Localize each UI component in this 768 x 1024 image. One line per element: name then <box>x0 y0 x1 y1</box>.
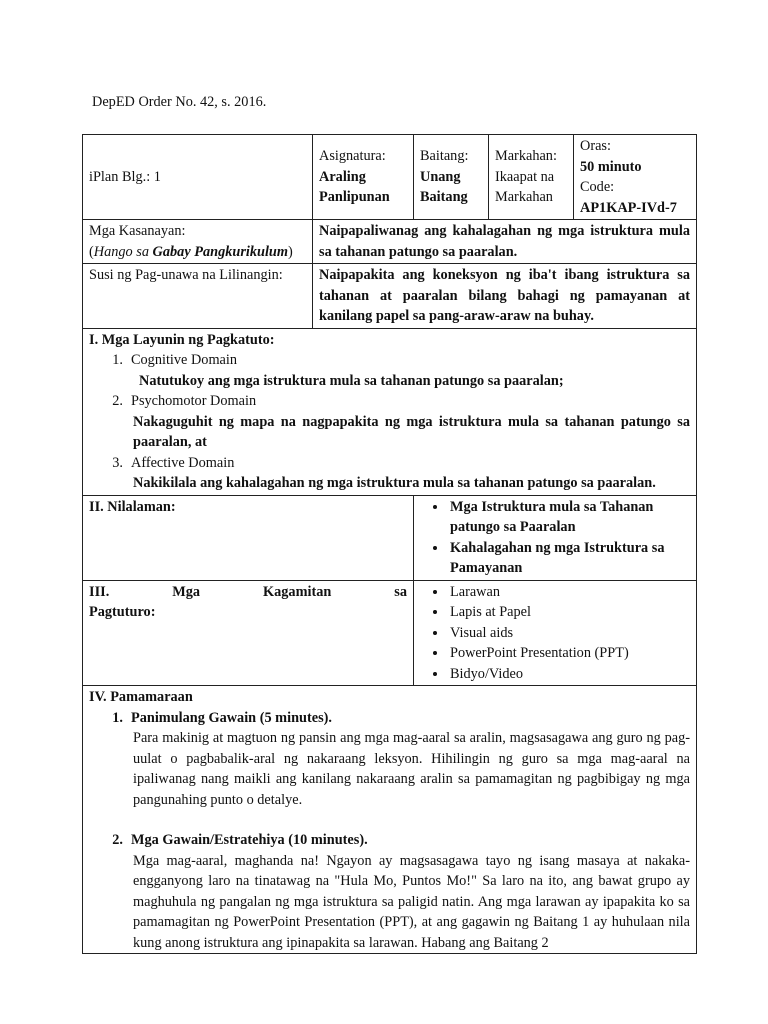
layunin-item-1: 1. Cognitive Domain <box>112 352 238 368</box>
list-item: • Kahalagahan ng mga Istruktura sa Pamayanan <box>448 538 690 579</box>
asignatura-label: Asignatura: <box>319 148 386 165</box>
baitang-cell <box>414 135 489 220</box>
oras-label: Oras: <box>580 138 611 154</box>
kagamitan-label-2: Pagtuturo: <box>89 604 156 620</box>
domain-label: Cognitive Domain <box>131 352 238 368</box>
list-item: • Visual aids <box>448 623 690 644</box>
nilalaman-content <box>414 495 697 580</box>
kasanayan-label: Mga Kasanayan: <box>89 223 186 239</box>
oras-value: 50 minuto <box>580 158 642 175</box>
markahan-value-2: Markahan <box>495 189 553 206</box>
kasanayan-row <box>83 220 697 264</box>
asignatura-value-2: Panlipunan <box>319 189 390 206</box>
kasanayan-label-cell <box>83 220 313 264</box>
layunin-cell <box>83 328 697 495</box>
kagamitan-row <box>83 580 697 686</box>
layunin-text-1: Natutukoy ang mga istruktura mula sa tahanan patungo sa paaralan; <box>139 372 564 389</box>
markahan-label: Markahan: <box>495 148 557 165</box>
list-item: • Bidyo/Video <box>448 664 690 685</box>
layunin-text-2: Nakaguguhit ng mapa na nagpapakita ng mga istruktura mula sa tahanan patungo sa paaralan, at <box>133 413 690 450</box>
markahan-cell <box>489 135 574 220</box>
layunin-title: I. Mga Layunin ng Pagkatuto: <box>89 331 275 348</box>
nilalaman-label: II. Nilalaman: <box>83 495 414 580</box>
list-item: • Mga Istruktura mula sa Tahanan patungo sa Paaralan <box>448 497 690 538</box>
layunin-item-2: 2. Psychomotor Domain <box>112 393 257 409</box>
layunin-text-3: Nakikilala ang kahalagahan ng mga istruktura mula sa tahanan patungo sa paaralan. <box>133 475 656 491</box>
baitang-value-2: Baitang <box>420 189 468 206</box>
nilalaman-row <box>83 495 697 580</box>
baitang-value: Unang <box>420 168 461 185</box>
kasanayan-source: (Hango sa Gabay Pangkurikulum) <box>89 243 293 260</box>
kagamitan-label: III. Mga Kagamitan sa <box>89 583 407 600</box>
asignatura-cell <box>313 135 414 220</box>
step-title-1: 1. Panimulang Gawain (5 minutes). <box>112 709 332 726</box>
susi-label: Susi ng Pag-unawa na Lilinangin: <box>83 264 313 329</box>
domain-label: Affective Domain <box>131 454 235 471</box>
list-item: • Lapis at Papel <box>448 602 690 623</box>
code-label: Code: <box>580 179 615 195</box>
oras-code-cell <box>574 135 697 220</box>
header-row <box>83 135 697 220</box>
iplan-cell <box>83 135 313 220</box>
layunin-item-3: 3. Affective Domain <box>112 454 235 471</box>
domain-label: Psychomotor Domain <box>131 393 257 409</box>
baitang-label: Baitang: <box>420 148 469 165</box>
lesson-plan-table <box>82 134 697 954</box>
order-reference: DepED Order No. 42, s. 2016. <box>92 94 267 110</box>
pamamaraan-title: IV. Pamamaraan <box>89 689 193 705</box>
step-text-1: Para makinig at magtuon ng pansin ang mga mag-aaral sa aralin, magsasagawa ang guro ng pag-uulat o pagbabalik-aral ng nakaraang leksyon. Hihilingin ng guro sa mga mag-aaral na ipaliwanag nang maikli ang kanilang nakaraang aralin sa pamamagitan ng pagbibigay ng mga pangunahing punto o detalye. <box>133 730 690 808</box>
pamamaraan-row <box>83 686 697 954</box>
kagamitan-content <box>414 580 697 686</box>
kasanayan-value: Naipapaliwanag ang kahalagahan ng mga istruktura mula sa tahanan patungo sa paaralan. <box>313 220 697 264</box>
layunin-row <box>83 328 697 495</box>
susi-value: Naipapakita ang koneksyon ng iba't ibang istruktura sa tahanan at paaralan bilang bahagi ng pamayanan at kanilang papel sa pang-araw-araw na buhay. <box>313 264 697 329</box>
susi-row <box>83 264 697 329</box>
list-item: • PowerPoint Presentation (PPT) <box>448 643 690 664</box>
asignatura-value: Araling <box>319 168 366 185</box>
list-item: • Larawan <box>448 582 690 603</box>
pamamaraan-cell <box>83 686 697 954</box>
code-value: AP1KAP-IVd-7 <box>580 199 677 216</box>
step-text-2: Mga mag-aaral, maghanda na! Ngayon ay magsasagawa tayo ng isang masaya at nakaka-engganyong laro na tinatawag na "Hula Mo, Puntos Mo!" Sa laro na ito, ang bawat grupo ay maghuhula ng pangalan ng mga istruktura sa paligid natin. Ang mga larawan ay ipapakita ko sa pamamagitan ng PowerPoint Presentation (PPT), at ang gagawin ng Baitang 1 ay huhulaan nila kung anong istruktura ang ipinapakita sa larawan. Habang ang Baitang 2 <box>133 852 690 951</box>
iplan-number: iPlan Blg.: 1 <box>89 168 161 185</box>
step-title-2: 2. Mga Gawain/Estratehiya (10 minutes). <box>112 832 368 848</box>
kagamitan-label-cell <box>83 580 414 686</box>
markahan-value: Ikaapat na <box>495 168 555 185</box>
